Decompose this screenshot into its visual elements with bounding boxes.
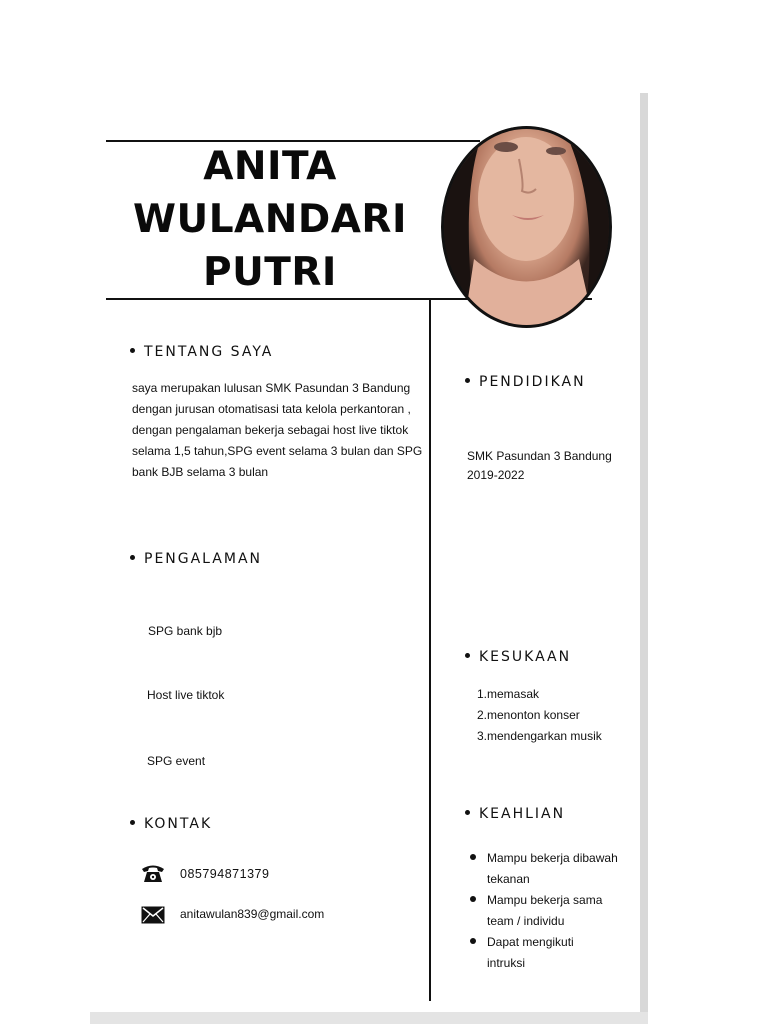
column-divider <box>429 299 431 1001</box>
skill-line: Mampu bekerja dibawah <box>487 851 618 865</box>
name-line-1: ANITA <box>203 144 337 189</box>
about-line: saya merupakan lulusan SMK Pasundan 3 Bandung <box>132 381 411 395</box>
skill-line: tekanan <box>487 872 530 886</box>
telephone-icon <box>141 863 165 883</box>
envelope-icon <box>141 905 165 925</box>
education-title-label: PENDIDIKAN <box>479 374 586 390</box>
header-top-rule <box>106 140 480 142</box>
about-text <box>132 378 422 483</box>
skill-item <box>470 848 640 890</box>
experience-title <box>130 551 262 567</box>
about-title <box>130 344 273 360</box>
skill-line: intruksi <box>487 956 526 970</box>
about-line: selama 1,5 tahun,SPG event selama 3 bulan dan SPG <box>132 444 423 458</box>
hobby-item: 2.menonton konser <box>477 708 580 722</box>
bullet-icon <box>130 348 135 353</box>
bullet-icon <box>130 820 135 825</box>
bullet-icon <box>465 653 470 658</box>
skill-line: Mampu bekerja sama <box>487 893 603 907</box>
contact-title-label: KONTAK <box>144 816 213 832</box>
education-details <box>467 447 612 485</box>
skills-title-label: KEAHLIAN <box>479 806 566 822</box>
name-line-3: PUTRI <box>203 250 337 295</box>
hobbies-title-label: KESUKAAN <box>479 649 572 665</box>
experience-item: Host live tiktok <box>147 688 225 702</box>
experience-item: SPG bank bjb <box>148 624 223 638</box>
page-shadow-bottom <box>90 1012 648 1024</box>
about-line: dengan jurusan otomatisasi tata kelola perkantoran , <box>132 402 411 416</box>
about-line: bank BJB selama 3 bulan <box>132 465 269 479</box>
contact-email[interactable]: anitawulan839@gmail.com <box>180 907 325 921</box>
profile-photo <box>441 126 612 328</box>
education-years: 2019-2022 <box>467 468 525 482</box>
bullet-icon <box>465 810 470 815</box>
contact-phone[interactable]: 085794871379 <box>180 867 270 881</box>
skills-list <box>470 848 640 974</box>
hobby-item: 3.mendengarkan musik <box>477 729 602 743</box>
skills-title <box>465 806 565 822</box>
education-title <box>465 374 586 390</box>
bullet-icon <box>465 378 470 383</box>
skill-line: Dapat mengikuti <box>487 935 574 949</box>
hobbies-title <box>465 649 571 665</box>
experience-title-label: PENGALAMAN <box>144 551 263 567</box>
skill-item <box>470 932 640 974</box>
page-shadow-right <box>640 93 648 1024</box>
hobby-item: 1.memasak <box>477 687 540 701</box>
name-line-2: WULANDARI <box>133 197 407 242</box>
contact-title <box>130 816 212 832</box>
hobbies-list <box>477 684 602 747</box>
about-title-label: TENTANG SAYA <box>144 344 274 360</box>
bullet-icon <box>130 555 135 560</box>
experience-item: SPG event <box>147 754 206 768</box>
skill-item <box>470 890 640 932</box>
education-school: SMK Pasundan 3 Bandung <box>467 449 612 463</box>
skill-line: team / individu <box>487 914 565 928</box>
about-line: dengan pengalaman bekerja sebagai host live tiktok <box>132 423 409 437</box>
